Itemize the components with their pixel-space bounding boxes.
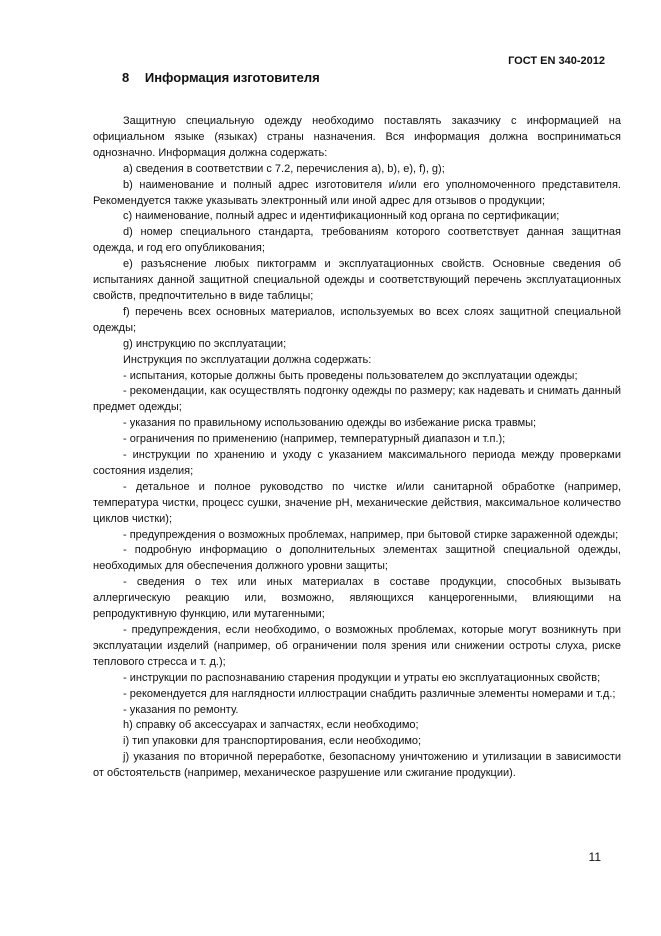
list-item-d: d) номер специального стандарта, требованиям которого соответствует данная защитная одежда, и год его опубликования; [93,226,621,255]
section-number: 8 [122,70,130,85]
dash-item: - рекомендуется для наглядности иллюстрации снабдить различные элементы номерами и т.д.; [123,687,616,700]
list-item-h: h) справку об аксессуарах и запчастях, если необходимо; [123,719,419,732]
list-item-c: c) наименование, полный адрес и идентификационный код органа по сертификации; [123,210,560,223]
list-item-b: b) наименование и полный адрес изготовителя и/или его уполномоченного представителя. Рекомендуется также указывать электронный или иной адрес для отзывов о продукции; [93,178,621,207]
dash-item: - предупреждения, если необходимо, о возможных проблемах, которые могут возникнуть при эксплуатации изделий (например, об ограничении поля зрения или снижении остроты слуха, риске теплового стресса и т. д.); [93,624,621,668]
section-body [93,114,621,782]
document-code: ГОСТ EN 340-2012 [508,55,605,67]
dash-item: - указания по правильному использованию одежды во избежание риска травмы; [123,417,537,430]
dash-item: - детальное и полное руководство по чистке и/или санитарной обработке (например, температура чистки, процесс сушки, значение pH, механические действия, максимальное количество циклов чистки); [93,480,621,525]
dash-item: - предупреждения о возможных проблемах, например, при бытовой стирке зараженной одежды; [123,528,619,541]
intro-paragraph: Защитную специальную одежду необходимо поставлять заказчику с информацией на официальном языке (языках) страны назначения. Вся информация должна восприниматься однозначно. Информация должна содержать: [93,115,621,159]
dash-item: - сведения о тех или иных материалах в составе продукции, способных вызывать аллергическую реакцию или, возможно, являющихся канцерогенными, влияющими на репродуктивную функцию, или мутагенными; [93,576,621,621]
dash-item: - инструкции по хранению и уходу с указанием максимального периода между проверками состояния изделия; [93,449,621,477]
dash-item: - ограничения по применению (например, температурный диапазон и т.п.); [123,433,506,446]
dash-item: - рекомендации, как осуществлять подгонку одежды по размеру; как надевать и снимать данный предмет одежды; [93,385,621,414]
section-heading [122,70,320,85]
list-item-f: f) перечень всех основных материалов, используемых во всех слоях защитной специальной одежды; [93,305,621,334]
dash-item: - подробную информацию о дополнительных элементах защитной специальной одежды, необходимых для обеспечения должного уровни защиты; [93,544,621,573]
list-item-e: e) разъяснение любых пиктограмм и эксплуатационных свойств. Основные сведения об испытаниях данной защитной специальной одежды и соответствующий перечень эксплуатационных свойств, предпочтительно в виде таблицы; [93,258,621,302]
list-item-g: g) инструкцию по эксплуатации; [123,337,287,350]
page-number: 11 [588,850,601,864]
list-item-j: j) указания по вторичной переработке, безопасному уничтожению и утилизации в зависимости от обстоятельств (например, механическое разрушение или сжигание продукции). [93,751,621,780]
list-item-i: i) тип упаковки для транспортирования, если необходимо; [123,735,422,748]
dash-item: - испытания, которые должны быть проведены пользователем до эксплуатации одежды; [123,369,578,382]
dash-item: - указания по ремонту. [123,703,239,716]
instructions-intro: Инструкция по эксплуатации должна содержать: [123,353,372,366]
list-item-a: a) сведения в соответствии с 7.2, перечисления a), b), e), f), g); [123,162,445,175]
section-title: Информация изготовителя [144,70,320,85]
dash-item: - инструкции по распознаванию старения продукции и утраты ею эксплуатационных свойств; [123,671,601,684]
